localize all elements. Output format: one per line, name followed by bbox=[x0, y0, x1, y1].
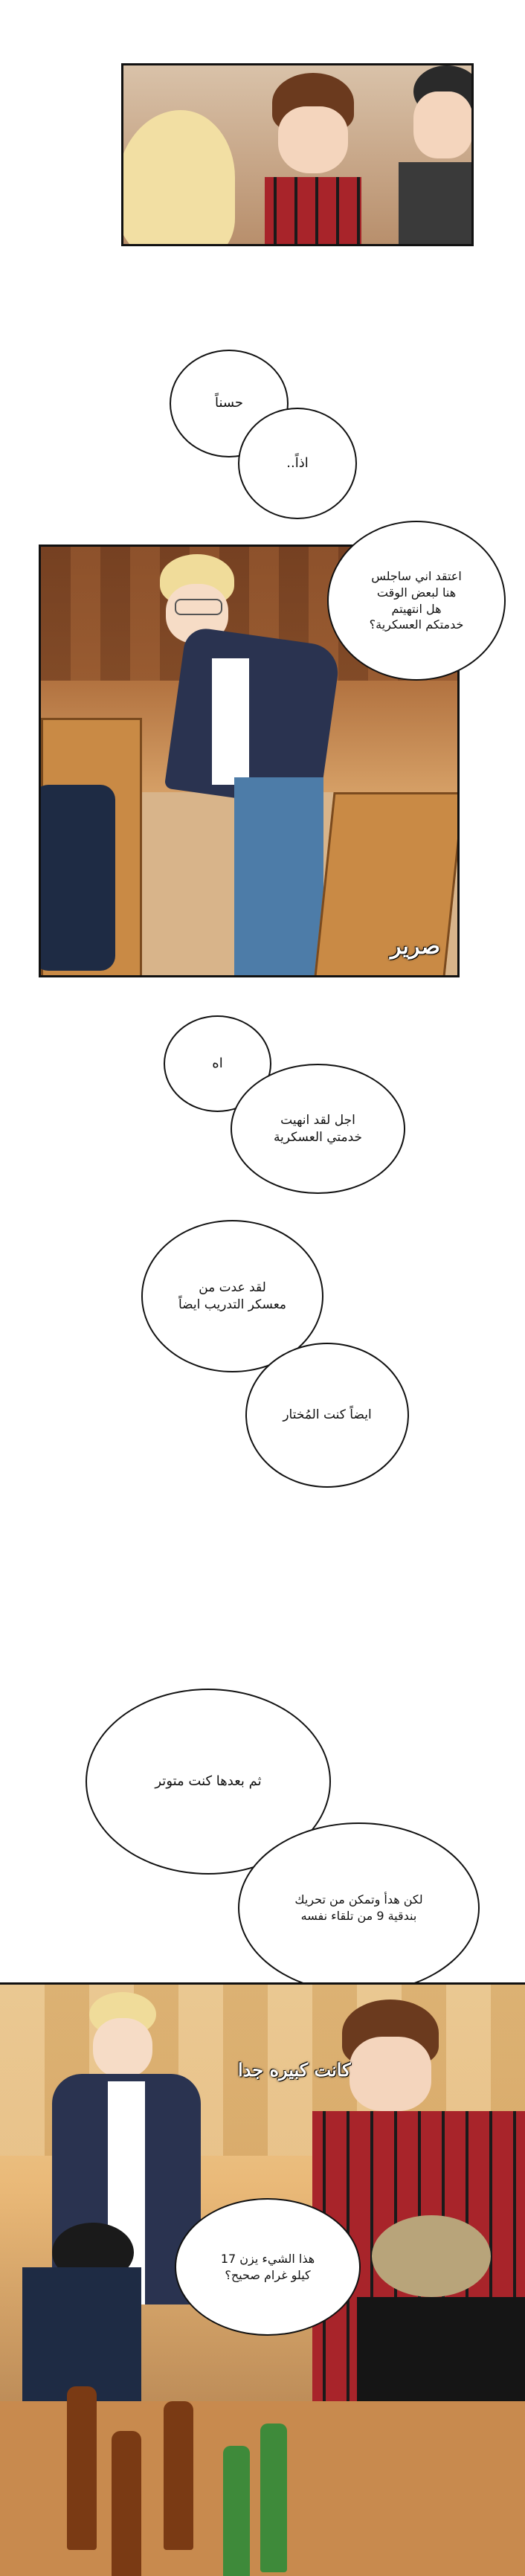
panel-1 bbox=[121, 63, 474, 246]
bubble-text: اعتقد اني ساجلس هنا لبعض الوقت هل انتهيتم خدمتكم العسكرية؟ bbox=[369, 569, 464, 632]
sfx-creak: صرير bbox=[390, 934, 440, 960]
soju-bottle-1 bbox=[223, 2446, 250, 2576]
beer-bottle-3 bbox=[164, 2401, 193, 2550]
beer-bottle-1 bbox=[67, 2386, 97, 2550]
bubble-text: ثم بعدها كنت متوتر bbox=[155, 1773, 262, 1789]
bubble-text: حسناً bbox=[214, 395, 244, 411]
speech-bubble-so bbox=[238, 408, 357, 519]
bubble-text: ايضاً كنت المُختار bbox=[283, 1407, 372, 1423]
bubble-text: اه bbox=[212, 1055, 223, 1071]
speech-bubble-rifle bbox=[238, 1822, 480, 1994]
blonde-character-hair bbox=[121, 110, 235, 246]
person-sitting-left bbox=[39, 785, 115, 971]
dark-hair-character bbox=[399, 65, 474, 246]
speech-bubble-chosen bbox=[245, 1343, 409, 1488]
sfx-very-big: كانت كبيره جدا bbox=[238, 2059, 351, 2081]
soju-bottle-2 bbox=[260, 2424, 287, 2572]
speech-bubble-sit bbox=[327, 521, 506, 681]
bubble-text: اجل لقد انهيت خدمتي العسكرية bbox=[273, 1112, 363, 1145]
bubble-text: اذاً.. bbox=[286, 455, 309, 471]
brown-hair-character bbox=[265, 73, 361, 244]
beer-bottle-2 bbox=[112, 2431, 141, 2576]
bubble-text: لقد عدت من معسكر التدريب ايضاً bbox=[178, 1279, 287, 1312]
bubble-text: لكن هدأ وتمكن من تحريك بندقية 9 من تلقاء نفسه bbox=[294, 1892, 423, 1923]
speech-bubble-finished-service bbox=[231, 1064, 405, 1194]
bubble-text: هذا الشيء يزن 17 كيلو غرام صحيح؟ bbox=[220, 2251, 315, 2282]
speech-bubble-weight bbox=[175, 2198, 361, 2336]
